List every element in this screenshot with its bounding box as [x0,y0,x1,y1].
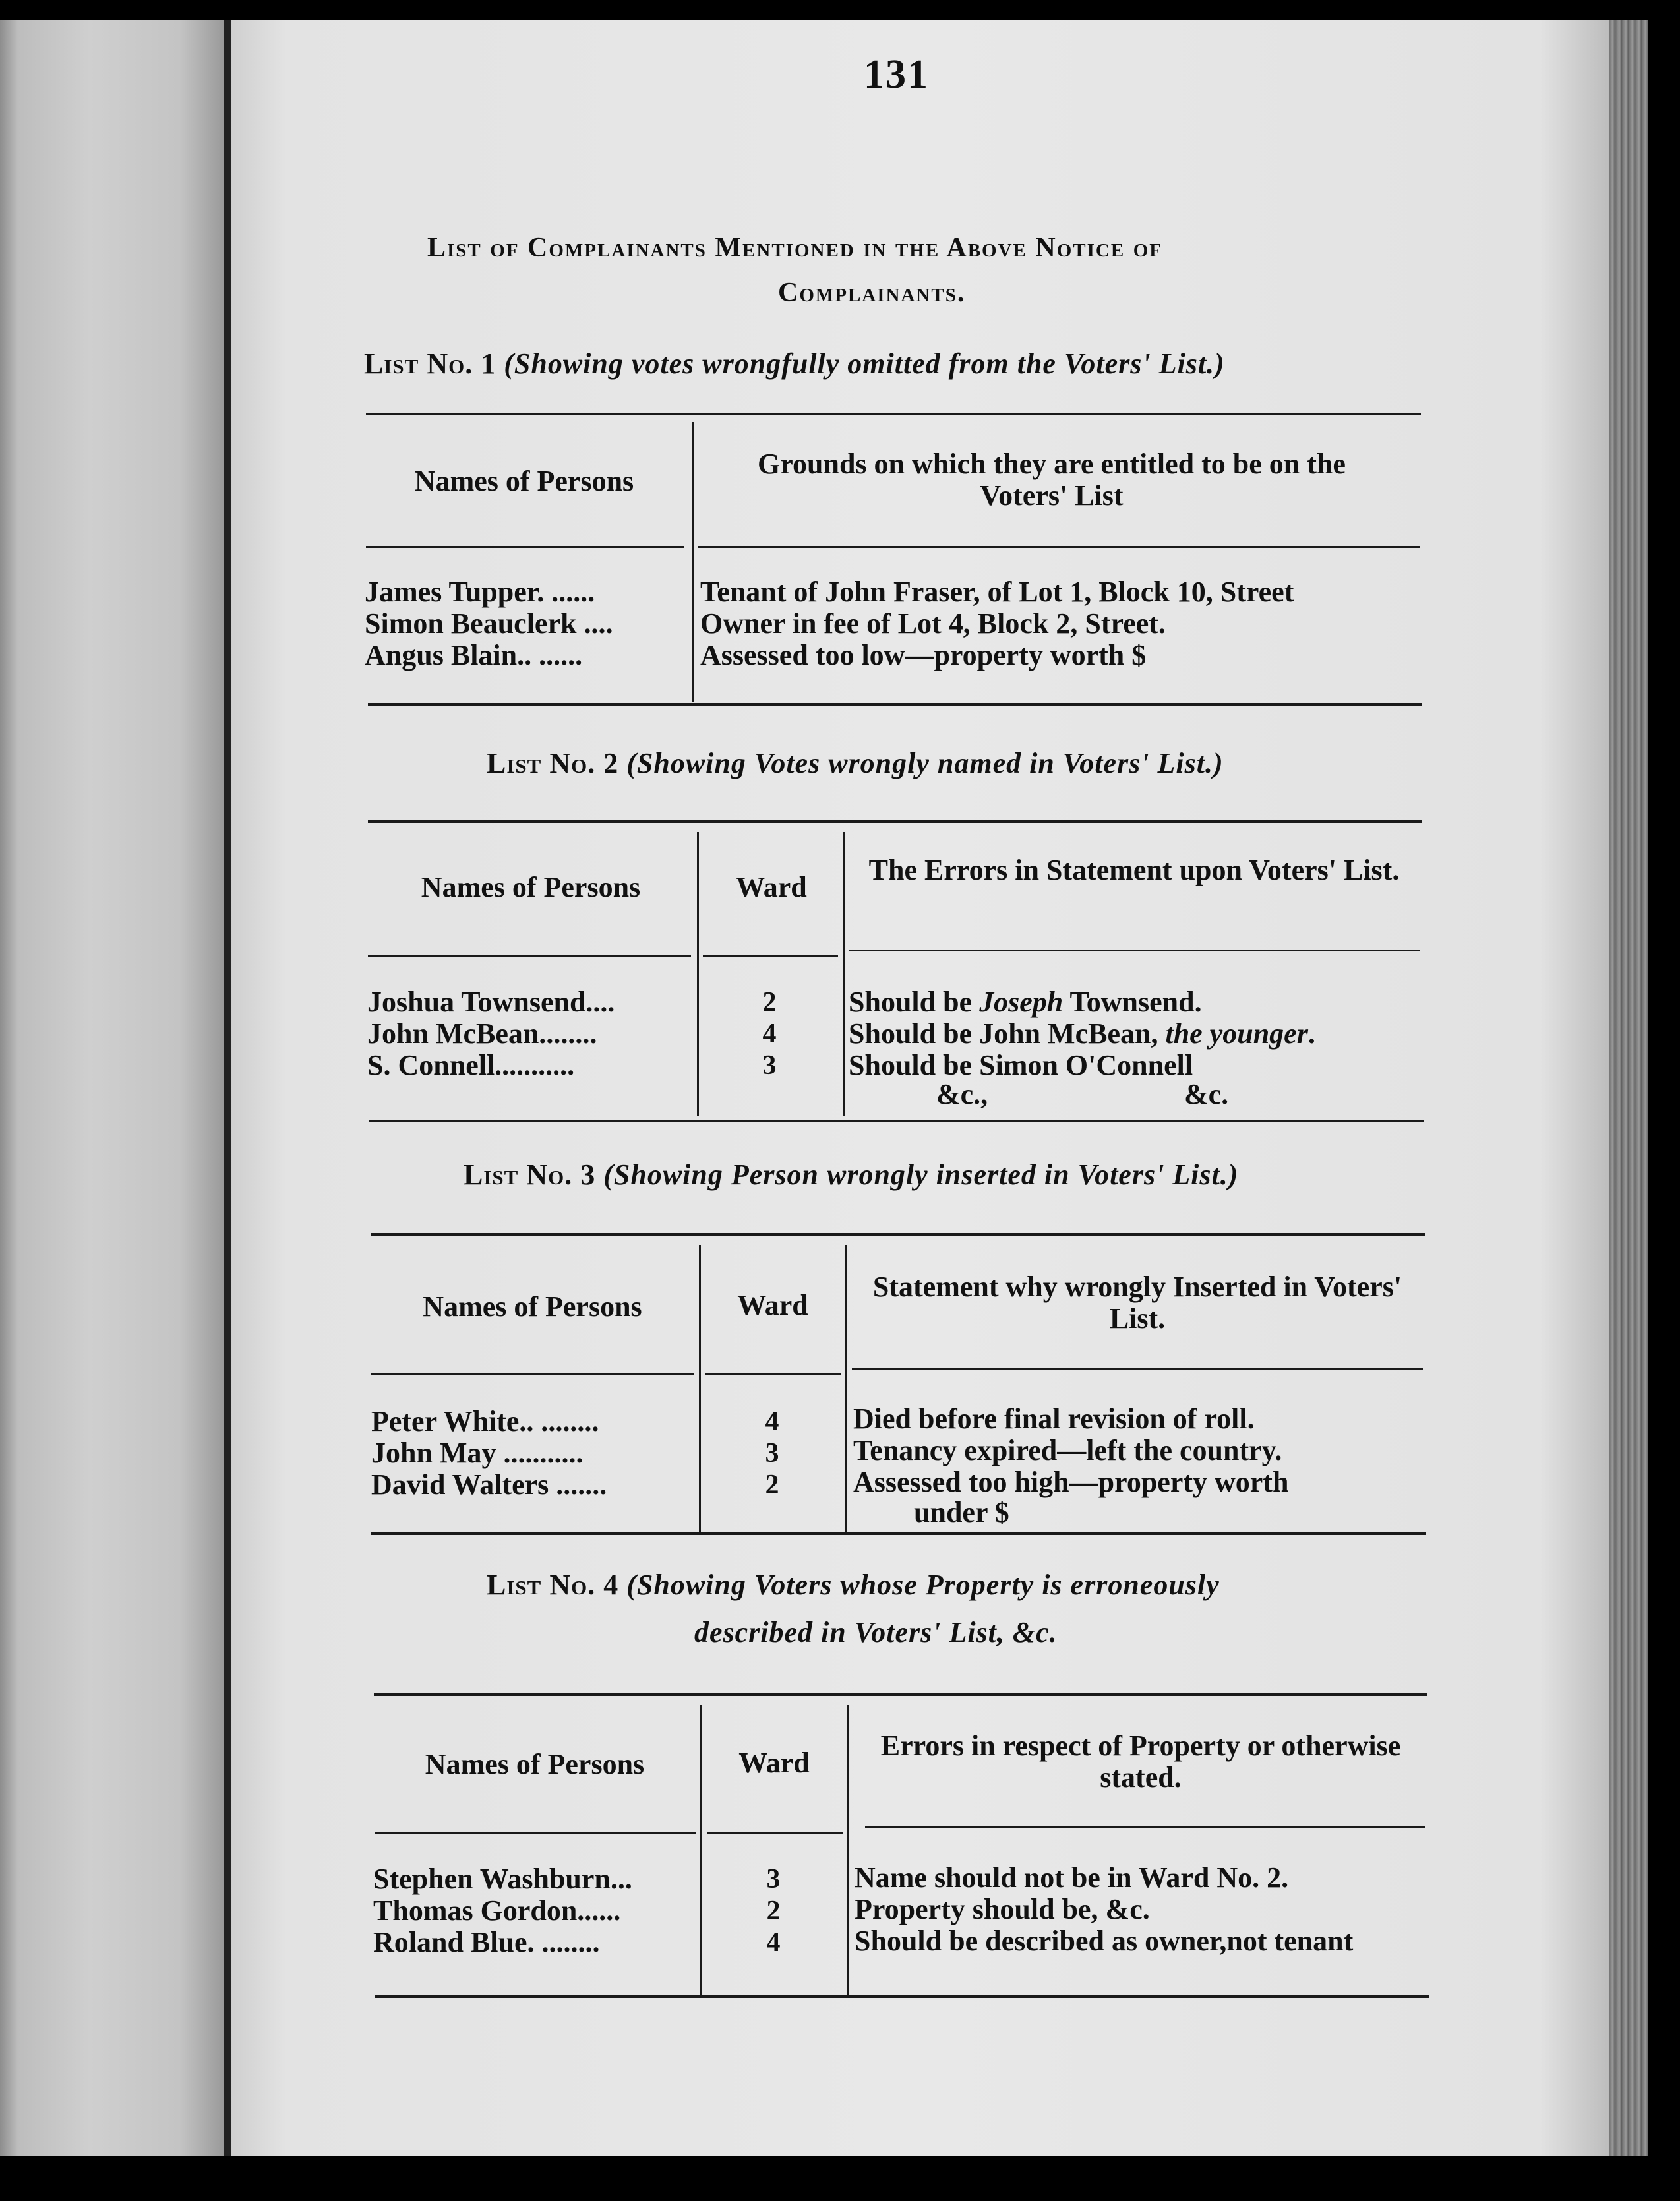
list2-etc-right: &c. [1184,1078,1229,1110]
list4-row3-text: Should be described as owner,not tenant [855,1925,1354,1957]
list3-names [371,1406,607,1501]
list4-wards [737,1863,810,1958]
list2-row2-tail: . [1307,1017,1315,1050]
list2-wards [733,986,806,1081]
list2-row1-error [849,986,1315,1018]
list4-label: List No. 4 [487,1569,619,1601]
list3-heading [464,1158,1238,1191]
list3-wards [736,1406,808,1501]
list3-row3-ward: 2 [765,1470,779,1500]
list4-col-errors: Errors in respect of Property or otherwise stated. [880,1730,1401,1794]
list3-divider-1 [699,1245,701,1532]
list4-row1-ward: 3 [766,1864,781,1894]
facing-page-edge [0,20,224,2156]
list4-row3-name: Roland Blue. ........ [373,1926,600,1958]
list4-bottom-rule [375,1995,1429,1998]
list4-divider-1 [700,1705,702,1995]
list1-row1-text: Tenant of John Fraser, of Lot 1, Block 10, Street [700,576,1294,608]
list2-row3-name: S. Connell........... [367,1049,575,1081]
list4-row2-text: Property should be, &c. [855,1893,1150,1925]
list2-etc-left: &c., [936,1078,988,1110]
list1-col-names: Names of Persons [414,465,634,497]
list1-row3-name: Angus Blain.. ...... [365,639,583,671]
list2-header-rule-mid [703,955,838,957]
list4-col-names: Names of Persons [425,1748,645,1780]
list2-label: List No. 2 [487,747,619,779]
list3-row1-ward: 4 [765,1406,779,1437]
list3-header-rule-mid [705,1373,841,1375]
list3-row2-name: John May ........... [371,1437,584,1469]
list2-top-rule [368,820,1422,823]
list2-divider-2 [843,832,845,1116]
list4-header-rule-right [865,1826,1425,1828]
list3-header-rule-right [852,1368,1423,1370]
list3-continuation: under $ [914,1496,1009,1528]
list1-column-divider [692,422,694,702]
list3-divider-2 [845,1245,847,1532]
document-page [231,20,1609,2156]
list2-header-rule-right [849,950,1420,951]
list2-errors [849,986,1315,1081]
book-gutter [224,20,231,2156]
list3-row3-text: Assessed too high—property worth [853,1466,1289,1498]
list4-row1-text: Name should not be in Ward No. 2. [855,1861,1289,1894]
list4-row2-ward: 2 [766,1896,781,1926]
list2-row3-text: Should be Simon O'Connell [849,1049,1193,1081]
list2-row3-error [849,1050,1315,1081]
list2-heading [487,746,1224,780]
list2-row3-ward: 3 [762,1050,777,1081]
list2-row2-name: John McBean........ [367,1017,597,1050]
list2-row1-ward: 2 [762,987,777,1017]
list1-row2-text: Owner in fee of Lot 4, Block 2, Street. [700,607,1166,640]
list4-subtitle-line1: (Showing Voters whose Property is erroneously [626,1569,1220,1601]
list4-subtitle-line2: described in Voters' List, &c. [694,1616,1058,1648]
list4-header-rule-left [375,1832,696,1834]
list1-bottom-rule [368,703,1422,706]
list3-col-ward: Ward [737,1289,808,1321]
list4-row2-name: Thomas Gordon...... [373,1894,621,1927]
list2-header-rule-left [368,955,691,957]
list3-header-rule-left [371,1373,694,1375]
list4-heading [487,1568,1220,1602]
list3-bottom-rule [371,1532,1426,1535]
list2-row2-emphasis: the younger [1165,1017,1308,1050]
list2-row1-tail: Townsend. [1063,986,1202,1018]
list2-col-errors: The Errors in Statement upon Voters' List. [868,854,1400,886]
list1-grounds [700,576,1294,671]
list3-statements [853,1403,1288,1498]
list1-row3-text: Assessed too low—property worth $ [700,639,1147,671]
list1-label: List No. 1 [364,347,496,380]
list4-subtitle-line2-wrap [694,1615,1058,1649]
list1-subtitle: (Showing votes wrongfully omitted from the Voters' List.) [504,347,1225,380]
list1-header-rule-right [698,546,1420,548]
list4-header-rule-mid [707,1832,843,1834]
list1-top-rule [366,413,1421,415]
list3-row2-ward: 3 [765,1438,779,1468]
list4-row3-ward: 4 [766,1927,781,1958]
list3-col-names: Names of Persons [423,1290,642,1323]
list3-label: List No. 3 [464,1159,596,1191]
list1-col-grounds: Grounds on which they are entitled to be on the Voters' List [758,448,1346,512]
list2-col-ward: Ward [736,871,807,903]
list2-row2-text: Should be John McBean, [849,1017,1166,1050]
list2-row2-error [849,1018,1315,1050]
list2-col-names: Names of Persons [421,871,641,903]
list1-heading [364,347,1225,380]
list4-row1-name: Stephen Washburn... [373,1863,632,1895]
list1-header-rule-left [366,546,684,548]
list2-row1-text: Should be [849,986,980,1018]
list3-row1-name: Peter White.. ........ [371,1405,599,1437]
list3-top-rule [371,1233,1425,1236]
list1-row1-name: James Tupper. ...... [365,576,595,608]
list2-divider-1 [697,832,699,1116]
list2-row2-ward: 4 [762,1019,777,1049]
list4-divider-2 [847,1705,849,1995]
list4-errors [855,1862,1353,1957]
document-title-line2: Complainants. [778,278,966,308]
document-title-line1: List of Complainants Mentioned in the Above Notice of [427,233,1162,263]
list3-subtitle: (Showing Person wrongly inserted in Voters' List.) [603,1159,1239,1191]
list2-names [367,986,615,1081]
list2-row1-emphasis: Joseph [979,986,1064,1018]
list3-col-statement: Statement why wrongly Inserted in Voters' List. [872,1271,1402,1335]
page-stack-edge [1609,20,1648,2156]
list1-names [365,576,613,671]
list1-row2-name: Simon Beauclerk .... [365,607,613,640]
list4-top-rule [374,1693,1427,1696]
list4-names [373,1863,632,1958]
list2-subtitle: (Showing Votes wrongly named in Voters' List.) [626,747,1224,779]
list2-bottom-rule [369,1120,1424,1122]
list4-col-ward: Ward [738,1747,810,1779]
page-number: 131 [864,52,929,97]
list3-row2-text: Tenancy expired—left the country. [853,1434,1282,1466]
list2-row1-name: Joshua Townsend.... [367,986,615,1018]
list3-row1-text: Died before final revision of roll. [853,1402,1255,1435]
list3-row3-name: David Walters ....... [371,1468,607,1501]
